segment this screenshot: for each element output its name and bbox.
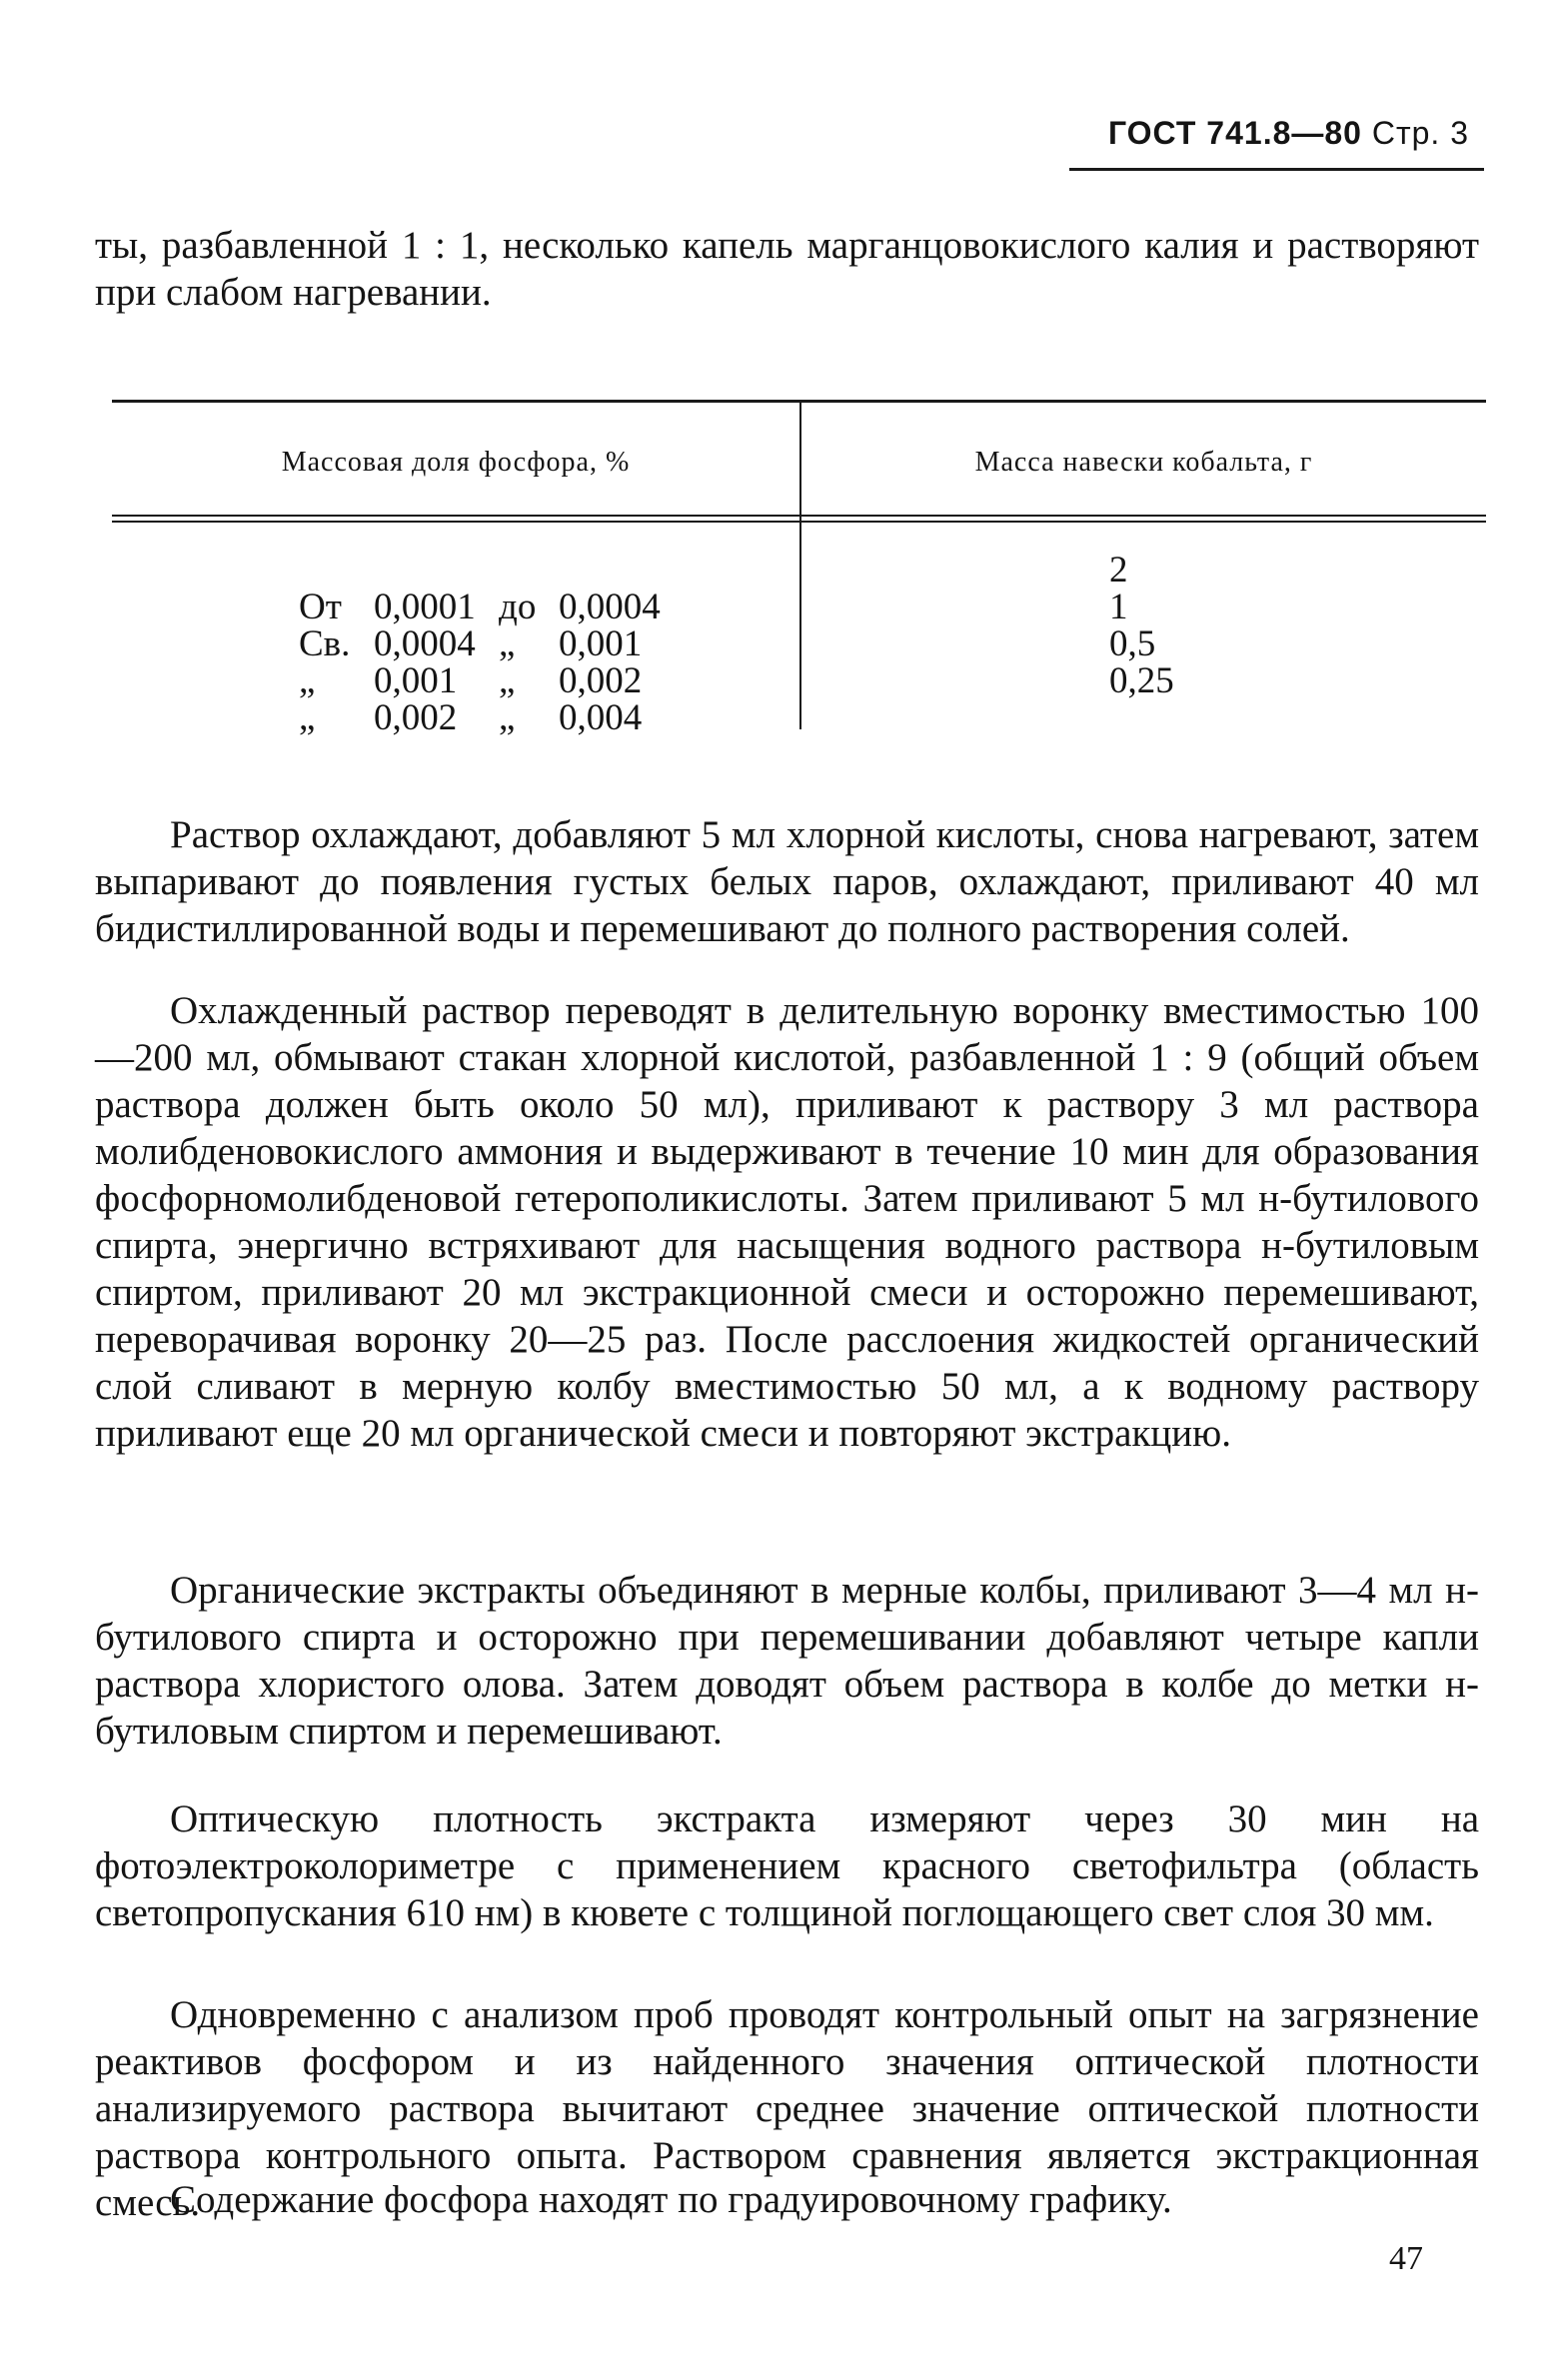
- intro-paragraph: ты, разбавленной 1 : 1, несколько капель марганцовокислого калия и растворяют при слабом нагревании.: [95, 224, 1479, 314]
- table-header-rule-1: [112, 515, 1486, 517]
- paragraph-optical-density: Оптическую плотность экстракта измеряют через 30 мин на фотоэлектроколориметре с применением красного светофильтра (область светопропускания 610 нм) в кювете с толщиной поглощающего свет слоя 30 мм.: [95, 1797, 1479, 1934]
- table-row: „ 0,002 „ 0,004: [299, 697, 643, 738]
- standard-number: ГОСТ 741.8—80: [1107, 115, 1362, 151]
- header-rule: [1069, 168, 1484, 171]
- paragraph-cooling: Раствор охлаждают, добавляют 5 мл хлорной кислоты, снова нагревают, затем выпаривают до появления густых белых паров, охлаждают, приливают 40 мл бидистиллированной воды и перемешивают до полного растворения солей.: [95, 813, 1479, 950]
- table-ranges: [262, 552, 661, 738]
- table-masses: [1109, 552, 1174, 699]
- page-number: 47: [1389, 2240, 1423, 2277]
- page-label: Стр. 3: [1371, 115, 1469, 151]
- paragraph-extraction: Охлажденный раствор переводят в делительную воронку вместимостью 100—200 мл, обмывают стакан хлорной кислотой, разбавленной 1 : 9 (общий объем раствора должен быть около 50 мл), приливают к раствору 3 мл раствора молибденовокислого аммония и выдерживают в течение 10 мин для образования фосфорномолибденовой гетерополикислоты. Затем приливают 5 мл н-бутилового спирта, энергично встряхивают для насыщения водного раствора н-бутиловым спиртом, приливают 20 мл экстракционной смеси и осторожно перемешивают, переворачивая воронку 20—25 раз. После расслоения жидкостей органический слой сливают в мерную колбу вместимостью 50 мл, а к водному раствору приливают еще 20 мл органической смеси и повторяют экстракцию.: [95, 989, 1479, 1455]
- paragraph-control-experiment: Одновременно с анализом проб проводят контрольный опыт на загрязнение реактивов фосфором и из найденного значения оптической плотности анализируемого раствора вычитают среднее значение оптической плотности раствора контрольного опыта. Раствором сравнения является экстракционная смесь.: [95, 1993, 1479, 2224]
- table-header-phosphorus: Массовая доля фосфора, %: [281, 447, 631, 478]
- table-row: Св. 0,0004 „ 0,001: [299, 623, 643, 664]
- table-row: „ 0,001 „ 0,002: [299, 660, 643, 701]
- table-row: От 0,0001 до 0,0004: [299, 587, 661, 627]
- paragraph-calibration: Содержание фосфора находят по градуировочному графику.: [170, 2178, 1172, 2221]
- table-cell-mass: 0,5: [1109, 623, 1156, 664]
- page-header: [1069, 115, 1469, 152]
- table-cell-mass: 0,25: [1109, 660, 1174, 701]
- paragraph-organic-extracts: Органические экстракты объединяют в мерные колбы, приливают 3—4 мл н-бутилового спирта и осторожно при перемешивании добавляют четыре капли раствора хлористого олова. Затем доводят объем раствора в колбе до метки н-бутиловым спиртом и перемешивают.: [95, 1569, 1479, 1753]
- table-header-cobalt-mass: Масса навески кобальта, г: [974, 447, 1313, 478]
- table-header-rule-2: [112, 521, 1486, 523]
- table-cell-mass: 2: [1109, 550, 1128, 591]
- table-cell-mass: 1: [1109, 587, 1128, 627]
